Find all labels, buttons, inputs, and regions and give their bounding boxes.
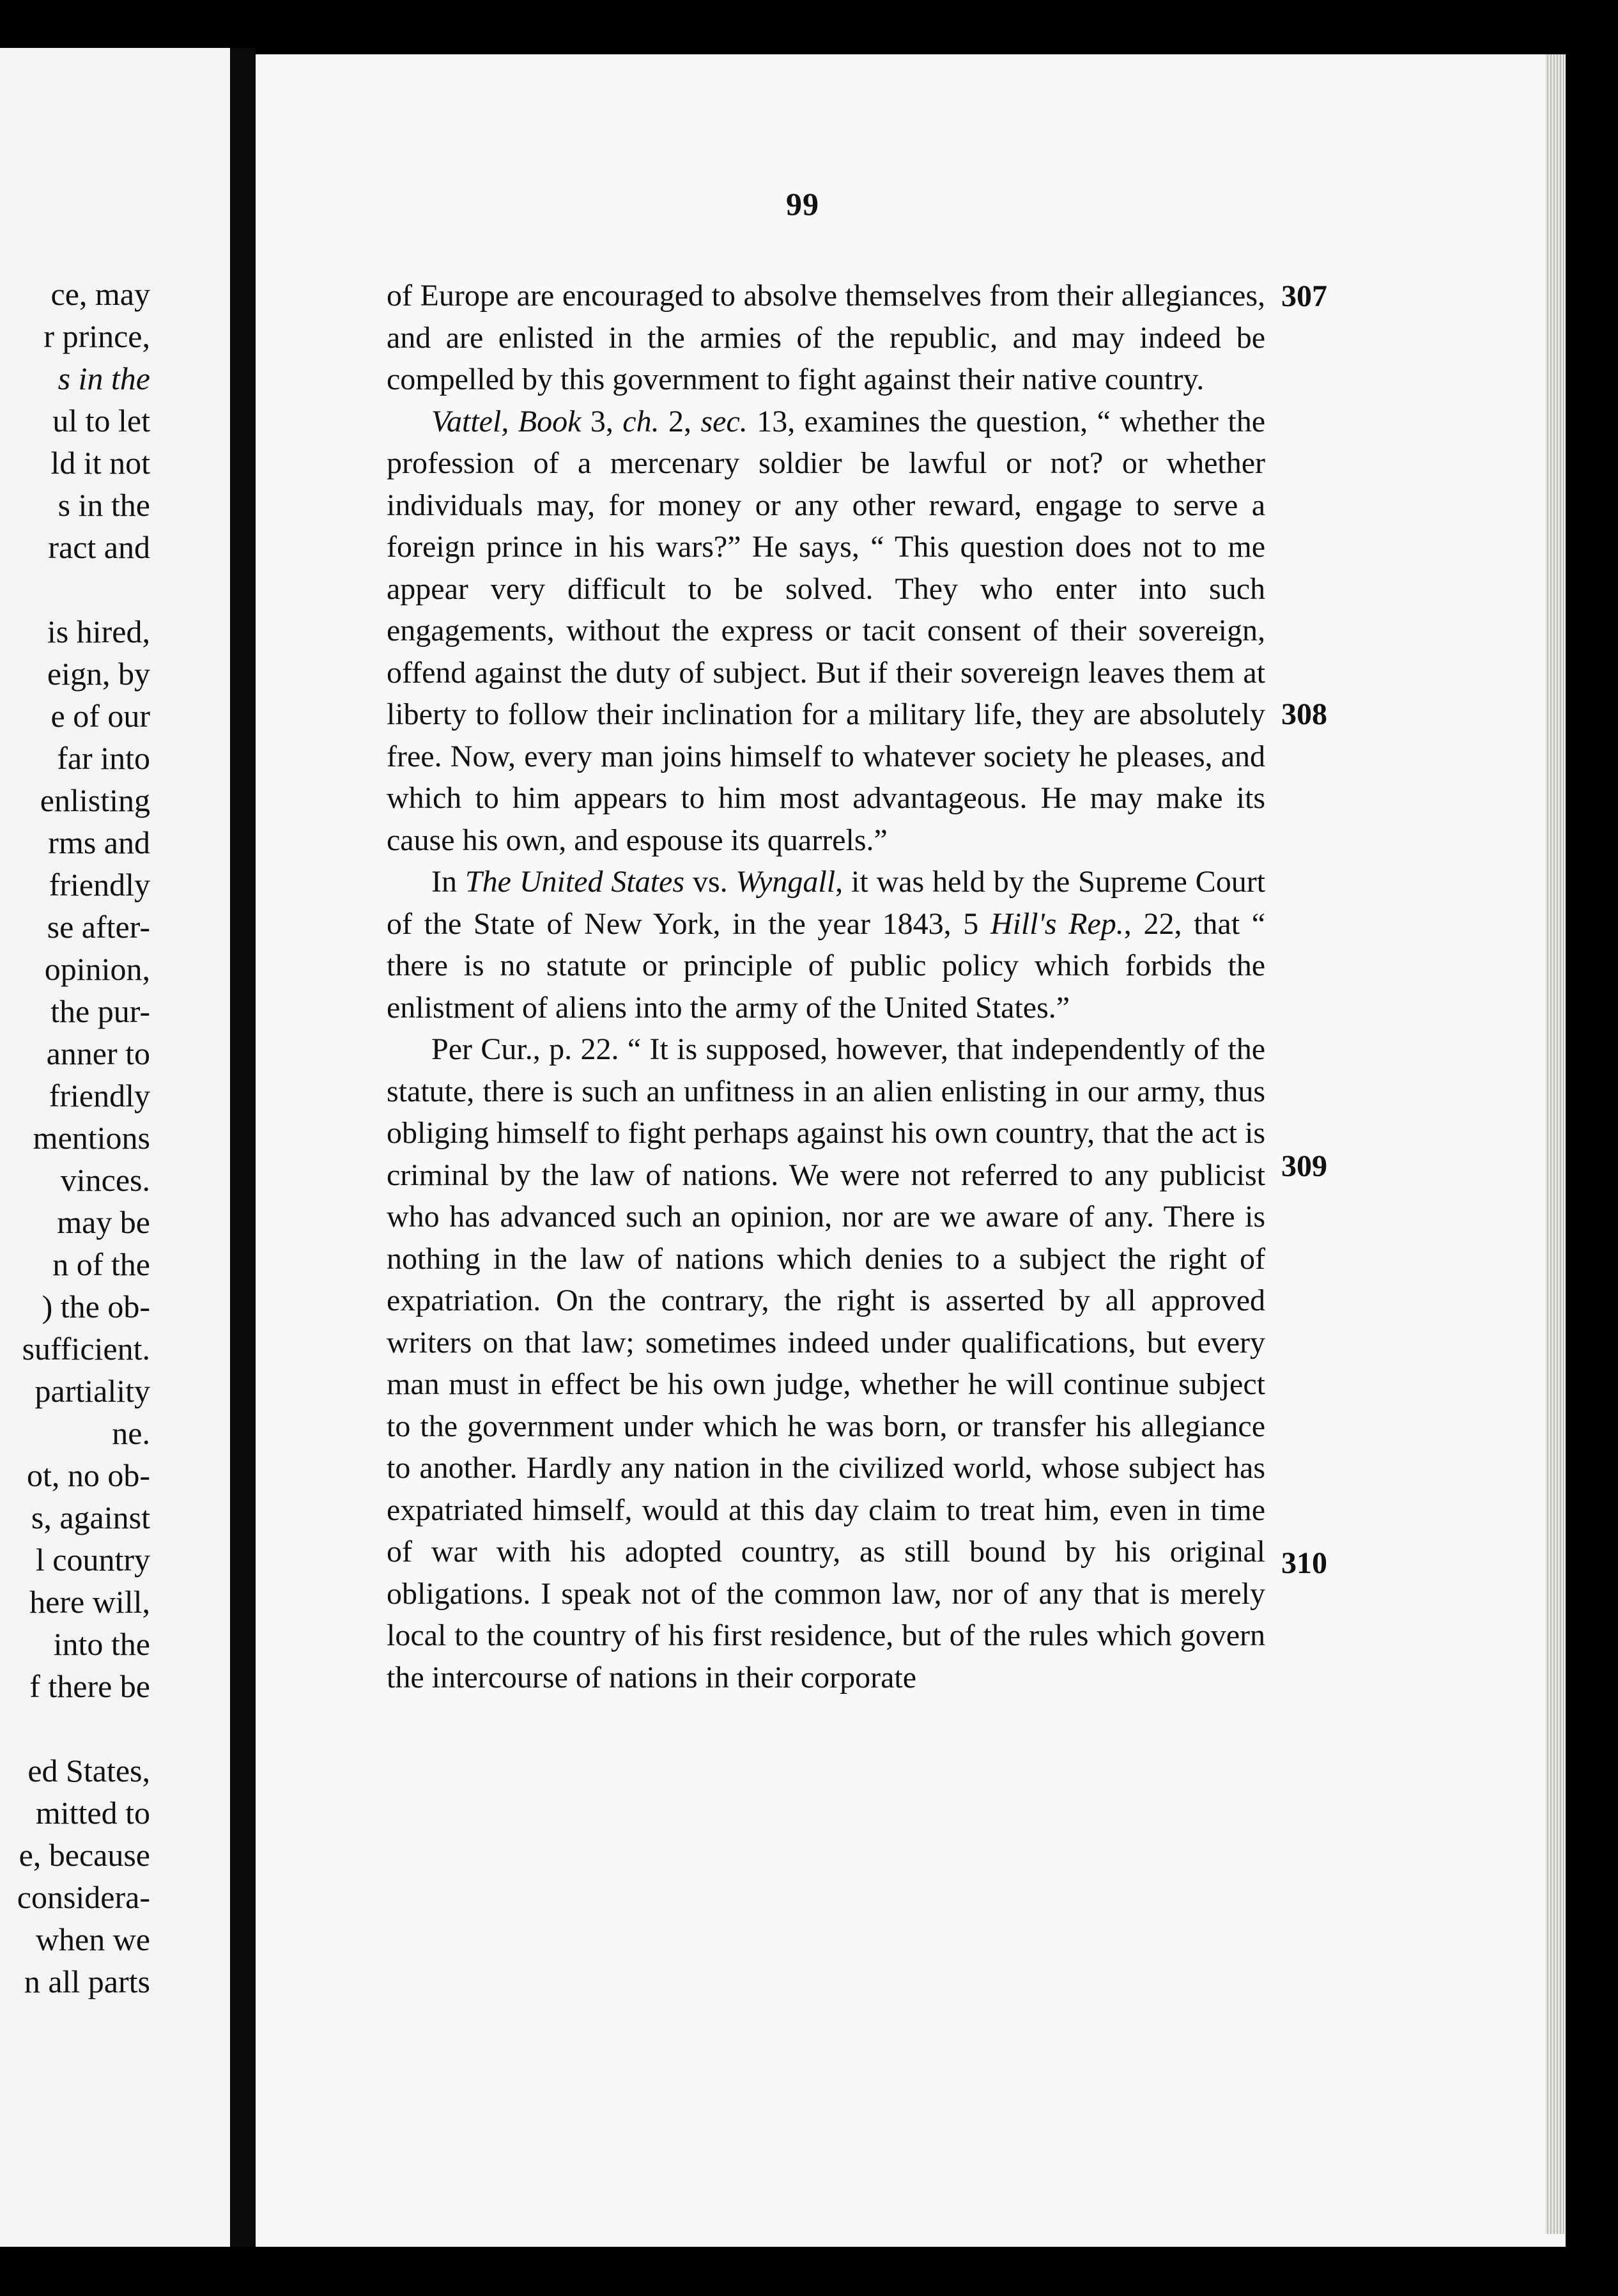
previous-page-line [0,1707,150,1749]
previous-page-line: mitted to [35,1795,150,1831]
previous-page-line: ld it not [50,445,150,481]
previous-page-line: sufficient. [22,1331,150,1367]
previous-page [0,48,230,2247]
text-run: 3, [581,404,623,438]
paragraph [387,275,1265,401]
previous-page-line: se after- [47,909,150,945]
previous-page-line: rms and [48,825,150,860]
previous-page-line: ul to let [52,403,150,438]
italic-text: sec. [700,404,748,438]
previous-page-line: friendly [49,867,150,903]
text-run: Per Cur., p. 22. “ It is supposed, however, that independently of the statute, there is such an unfitness in an alien enlisting in our army, thus obliging himself to fight perhaps against his own country, that the act is criminal by the law of nations. We were not referred to any publicist who has advanced such an opinion, nor are we aware of any. There is nothing in the law of nations which denies to a subject the right of expatriation. On the contrary, the right is asserted by all approved writers on that law; sometimes indeed under qualifications, but every man must in effect be his own judge, whether he will continue subject to the government under which he was born, or transfer his allegiance to another. Hardly any nation in the civilized world, whose subject has expatriated himself, would at this day claim to treat him, even in time of war with his adopted country, as still bound by his original obligations. I speak not of the common law, nor of any that is merely local to the country of his first residence, but of the rules which govern the intercourse of nations in their corporate [387,1032,1265,1695]
previous-page-line: opinion, [44,951,150,987]
previous-page-line: ) the ob- [42,1289,150,1324]
previous-page-line: f there be [29,1668,150,1704]
text-run: of Europe are encouraged to absolve themselves from their allegiances, and are enlisted in the armies of the republic, and may indeed be compelled by this government to fight against their native country. [387,279,1265,396]
text-run: 2, [659,404,701,438]
previous-page-text [0,273,150,2003]
previous-page-line: far into [57,740,150,776]
previous-page-line: s in the [58,361,150,396]
text-run: , 22, that “ there is no statute or principle of public policy which forbids the enlistment of aliens into the army of the United States.” [387,906,1265,1025]
previous-page-line: n of the [52,1246,150,1282]
page-number: 99 [786,186,819,222]
page-edge [1545,54,1564,2234]
previous-page-line: n all parts [24,1964,150,1999]
previous-page-line: s, against [31,1500,150,1535]
margin-number: 309 [1281,1149,1327,1183]
previous-page-line [0,568,150,610]
previous-page-line: e, because [19,1837,150,1873]
margin-number: 310 [1281,1546,1327,1580]
previous-page-line: enlisting [40,782,150,818]
paragraph [387,1028,1265,1698]
previous-page-line: here will, [29,1584,150,1620]
italic-text: Wyngall [736,865,836,899]
margin-number: 307 [1281,279,1327,313]
previous-page-line: when we [35,1921,150,1957]
italic-text: The United States [465,865,685,899]
previous-page-line: mentions [33,1120,150,1156]
paragraph [387,861,1265,1028]
previous-page-line: into the [53,1626,150,1662]
previous-page-line: ract and [48,529,150,565]
previous-page-line: is hired, [47,614,150,649]
italic-text: Vattel, Book [431,404,582,438]
paragraph [387,401,1265,862]
previous-page-line: ot, no ob- [26,1457,150,1493]
previous-page-line: e of our [50,698,150,734]
text-run: , it was held by the Supreme Court of the State of New York, in the year 1843, 5 [387,865,1266,941]
italic-text: Hill's Rep. [990,906,1124,941]
previous-page-line: ne. [112,1415,150,1451]
previous-page-line: ed States, [27,1753,150,1788]
italic-text: ch. [622,404,659,438]
previous-page-line: vinces. [60,1162,150,1198]
previous-page-line: ce, may [50,276,150,312]
page-body [387,275,1265,1698]
previous-page-line: partiality [35,1373,150,1409]
previous-page-line: the pur- [50,993,150,1029]
text-run: 13, examines the question, “ whether the profession of a mercenary soldier be lawful or not? or whether individuals may, for money or any other reward, engage to serve a foreign prince in his wars?” He says, “ This question does not to me appear very difficult to be solved. They who enter into such engagements, without the express or tacit consent of their sovereign, offend against the duty of subject. But if their sovereign leaves them at liberty to follow their inclination for a military life, they are absolutely free. Now, every man joins himself to whatever society he pleases, and which to him appears to him most advantageous. He may make its cause his own, and espouse its quarrels.” [387,404,1265,857]
previous-page-line: friendly [49,1078,150,1113]
previous-page-line: s in the [58,487,150,523]
previous-page-line: r prince, [43,318,150,354]
previous-page-line: may be [57,1204,150,1240]
previous-page-line: considera- [17,1879,150,1915]
book-gutter [230,48,256,2247]
previous-page-line: l country [35,1542,150,1578]
text-run: In [431,865,465,899]
previous-page-line: eign, by [47,656,150,692]
text-run: vs. [684,865,736,899]
previous-page-line: anner to [46,1036,150,1071]
margin-number: 308 [1281,697,1327,731]
